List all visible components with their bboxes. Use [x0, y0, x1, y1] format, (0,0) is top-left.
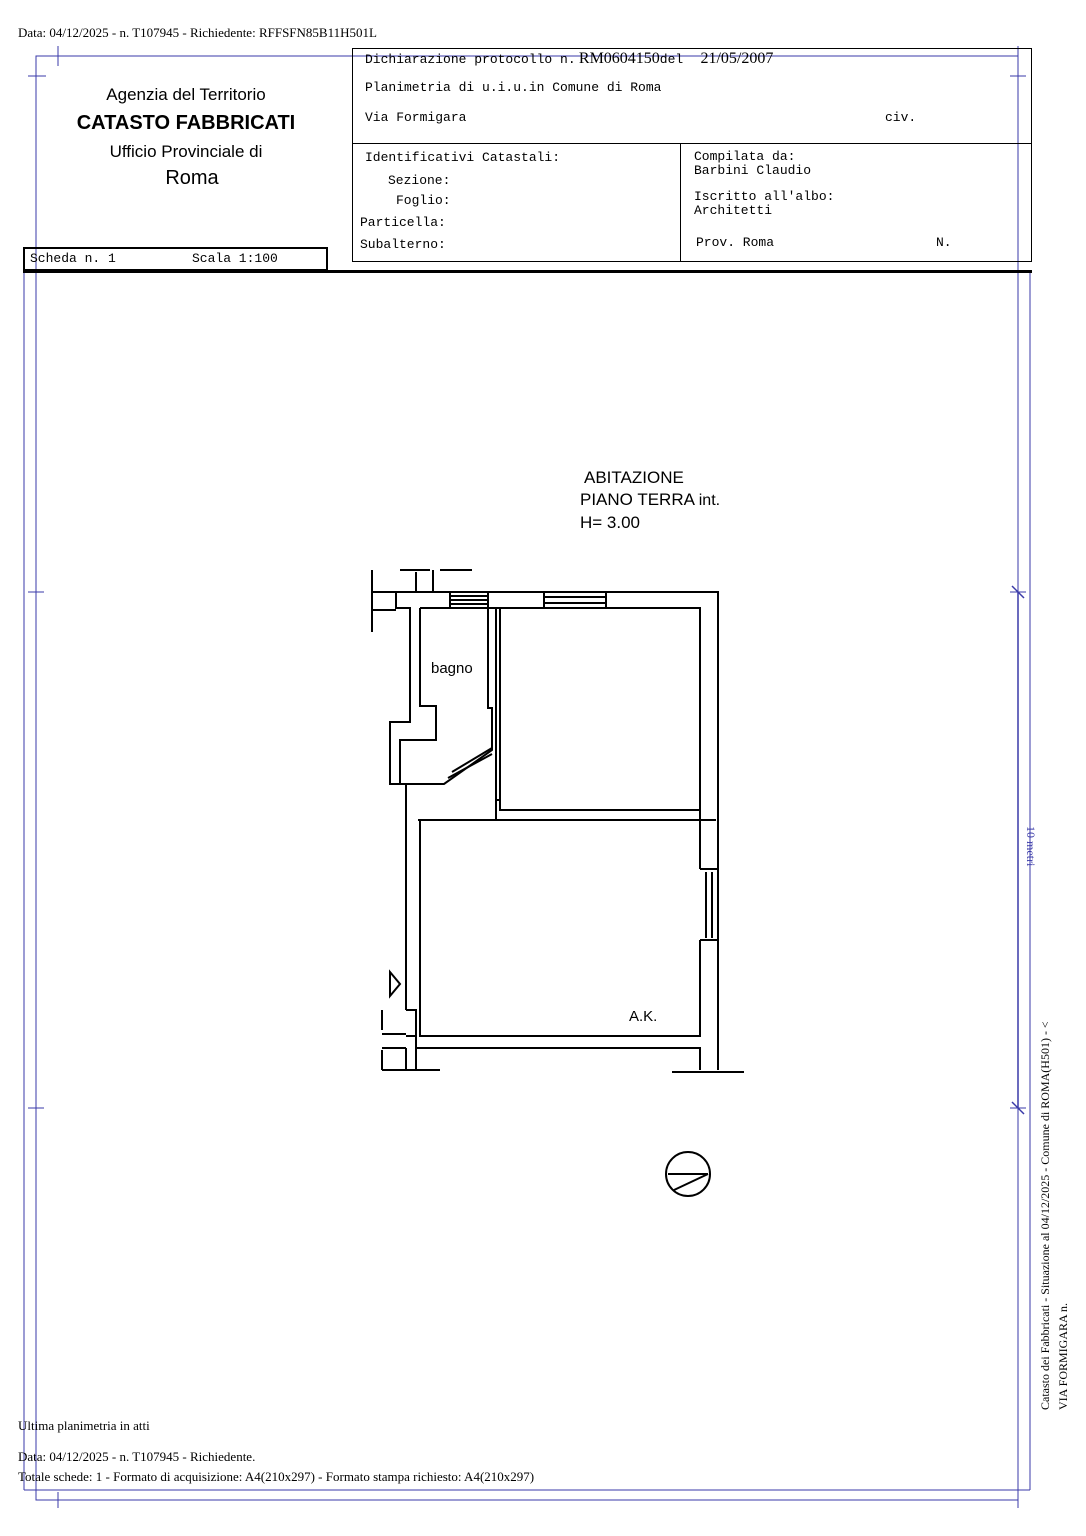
- civ-label: civ.: [885, 110, 917, 125]
- identifiers-title: Identificativi Catastali:: [365, 150, 561, 165]
- catasto-title: CATASTO FABBRICATI: [76, 112, 296, 134]
- planimetria-line: Planimetria di u.i.u.in Comune di Roma: [365, 80, 662, 95]
- albo-value: Architetti: [694, 203, 773, 218]
- kitchen-label: A.K.: [629, 1008, 658, 1025]
- side-note-line2: VIA FORMIGARA n.: [1056, 1302, 1070, 1410]
- del-label: del: [659, 52, 684, 67]
- particella-label: Particella:: [360, 215, 446, 230]
- province-label: Prov. Roma: [696, 235, 775, 250]
- request-line-bottom: Data: 04/12/2025 - n. T107945 - Richiedente.: [18, 1449, 256, 1464]
- scala-label: Scala 1:100: [192, 251, 278, 266]
- plan-floor-text: PIANO TERRA: [580, 490, 694, 509]
- scheda-number: Scheda n. 1: [30, 251, 116, 266]
- protocol-label: Dichiarazione protocollo n.: [365, 52, 576, 67]
- ufficio-label: Ufficio Provinciale di: [109, 142, 263, 161]
- bathroom-label: bagno: [431, 660, 473, 677]
- agency-name: Agenzia del Territorio: [106, 85, 266, 104]
- subalterno-label: Subalterno:: [360, 237, 446, 252]
- albo-label: Iscritto all'albo:: [694, 189, 835, 204]
- register-number-label: N.: [936, 235, 952, 250]
- protocol-number: RM0604150: [578, 50, 660, 67]
- scale-bar-label: 10 metri: [1024, 826, 1038, 867]
- side-note-line1: Catasto dei Fabbricati - Situazione al 04/12/2025 - Comune di ROMA(H501) - <: [1038, 1021, 1052, 1410]
- foglio-label: Foglio:: [396, 193, 451, 208]
- plan-height: H= 3.00: [580, 513, 641, 532]
- last-plan-note: Ultima planimetria in atti: [18, 1418, 150, 1433]
- request-line-top: Data: 04/12/2025 - n. T107945 - Richiedente: RFFSFN85B11H501L: [18, 25, 377, 40]
- sezione-label: Sezione:: [388, 173, 451, 188]
- plan-int-label: int.: [698, 492, 721, 509]
- office-city: Roma: [165, 167, 219, 189]
- compiler-name: Barbini Claudio: [694, 163, 812, 178]
- totals-line: Totale schede: 1 - Formato di acquisizione: A4(210x297) - Formato stampa richiesto: A4(210x297): [18, 1469, 535, 1484]
- plan-title: ABITAZIONE: [584, 468, 684, 487]
- compiled-by-label: Compilata da:: [694, 149, 796, 164]
- street-line: Via Formigara: [365, 110, 467, 125]
- protocol-date: 21/05/2007: [700, 50, 774, 67]
